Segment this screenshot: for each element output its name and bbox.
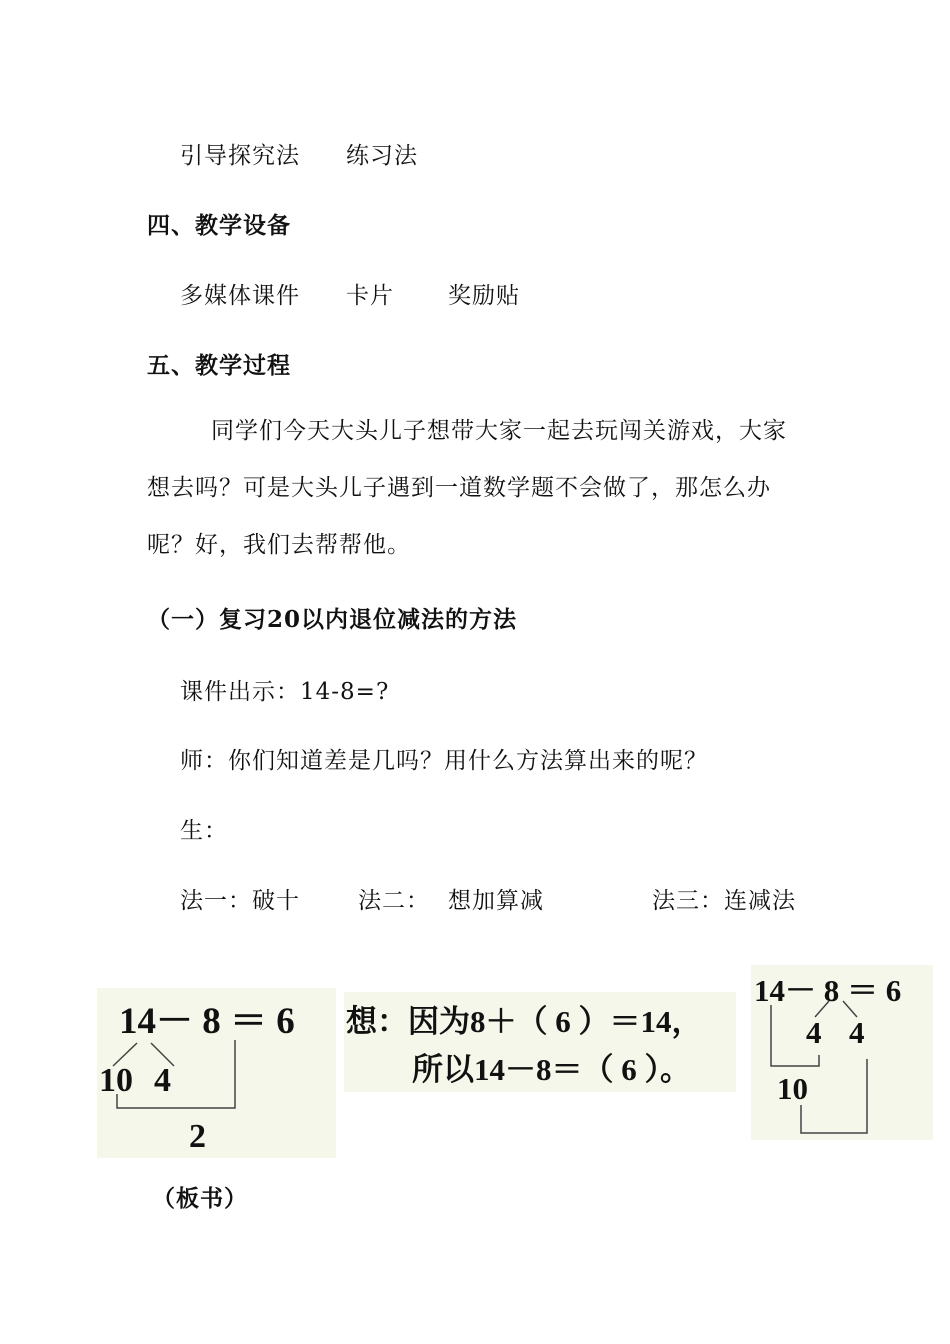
figure-think-addition [344,992,736,1092]
courseware-line: 课件出示：14-8=? [180,679,390,705]
method-practice: 练习法 [346,143,418,169]
fig1-equation: 14－ 8 ＝ 6 [119,1001,295,1042]
section-5-title: 五、教学过程 [147,352,291,379]
intro-text: 同学们今天大头儿子想带大家一起去玩闯关游戏，大家想去吗？可是大头儿子遇到一道数学题不会做了，那怎么办呢？好，我们去帮帮他。 [147,418,787,558]
equipment-stickers: 奖励贴 [448,283,520,309]
fig1-split-ten: 10 [99,1062,133,1099]
fig2-line-2: 所以14－8＝（ 6 ）。 [412,1052,691,1087]
intro-paragraph [147,403,809,574]
figure-continuous-subtraction [751,965,933,1140]
method-3-label: 法三：连减法 [652,888,796,914]
fig3-ten: 10 [777,1071,808,1106]
figure-break-ten [97,988,336,1158]
fig3-equation: 14－ 8 ＝ 6 [754,973,902,1008]
teacher-question: 师：你们知道差是几吗？用什么方法算出来的呢？ [180,748,708,774]
equipment-multimedia: 多媒体课件 [180,283,300,309]
part-1-title: （一）复习20以内退位减法的方法 [147,606,518,633]
fig1-result: 2 [189,1118,206,1155]
method-guided-inquiry: 引导探究法 [180,143,300,169]
fig3-part-a: 4 [806,1015,822,1050]
section-4-title: 四、教学设备 [147,212,291,239]
fig3-part-b: 4 [849,1015,865,1050]
method-2-name: 想加算减 [448,888,544,914]
fig1-split-four: 4 [154,1062,171,1099]
fig2-line-1: 想：因为8＋（ 6 ）＝14， [346,1004,703,1039]
equipment-cards: 卡片 [346,283,394,309]
method-1-label: 法一：破十 [180,888,300,914]
blackboard-caption: （板书） [152,1185,248,1212]
fig1-connector-lines [97,988,336,1158]
method-2-label: 法二： [358,888,430,914]
student-label: 生： [180,818,228,844]
fig3-connector-lines [751,965,933,1140]
